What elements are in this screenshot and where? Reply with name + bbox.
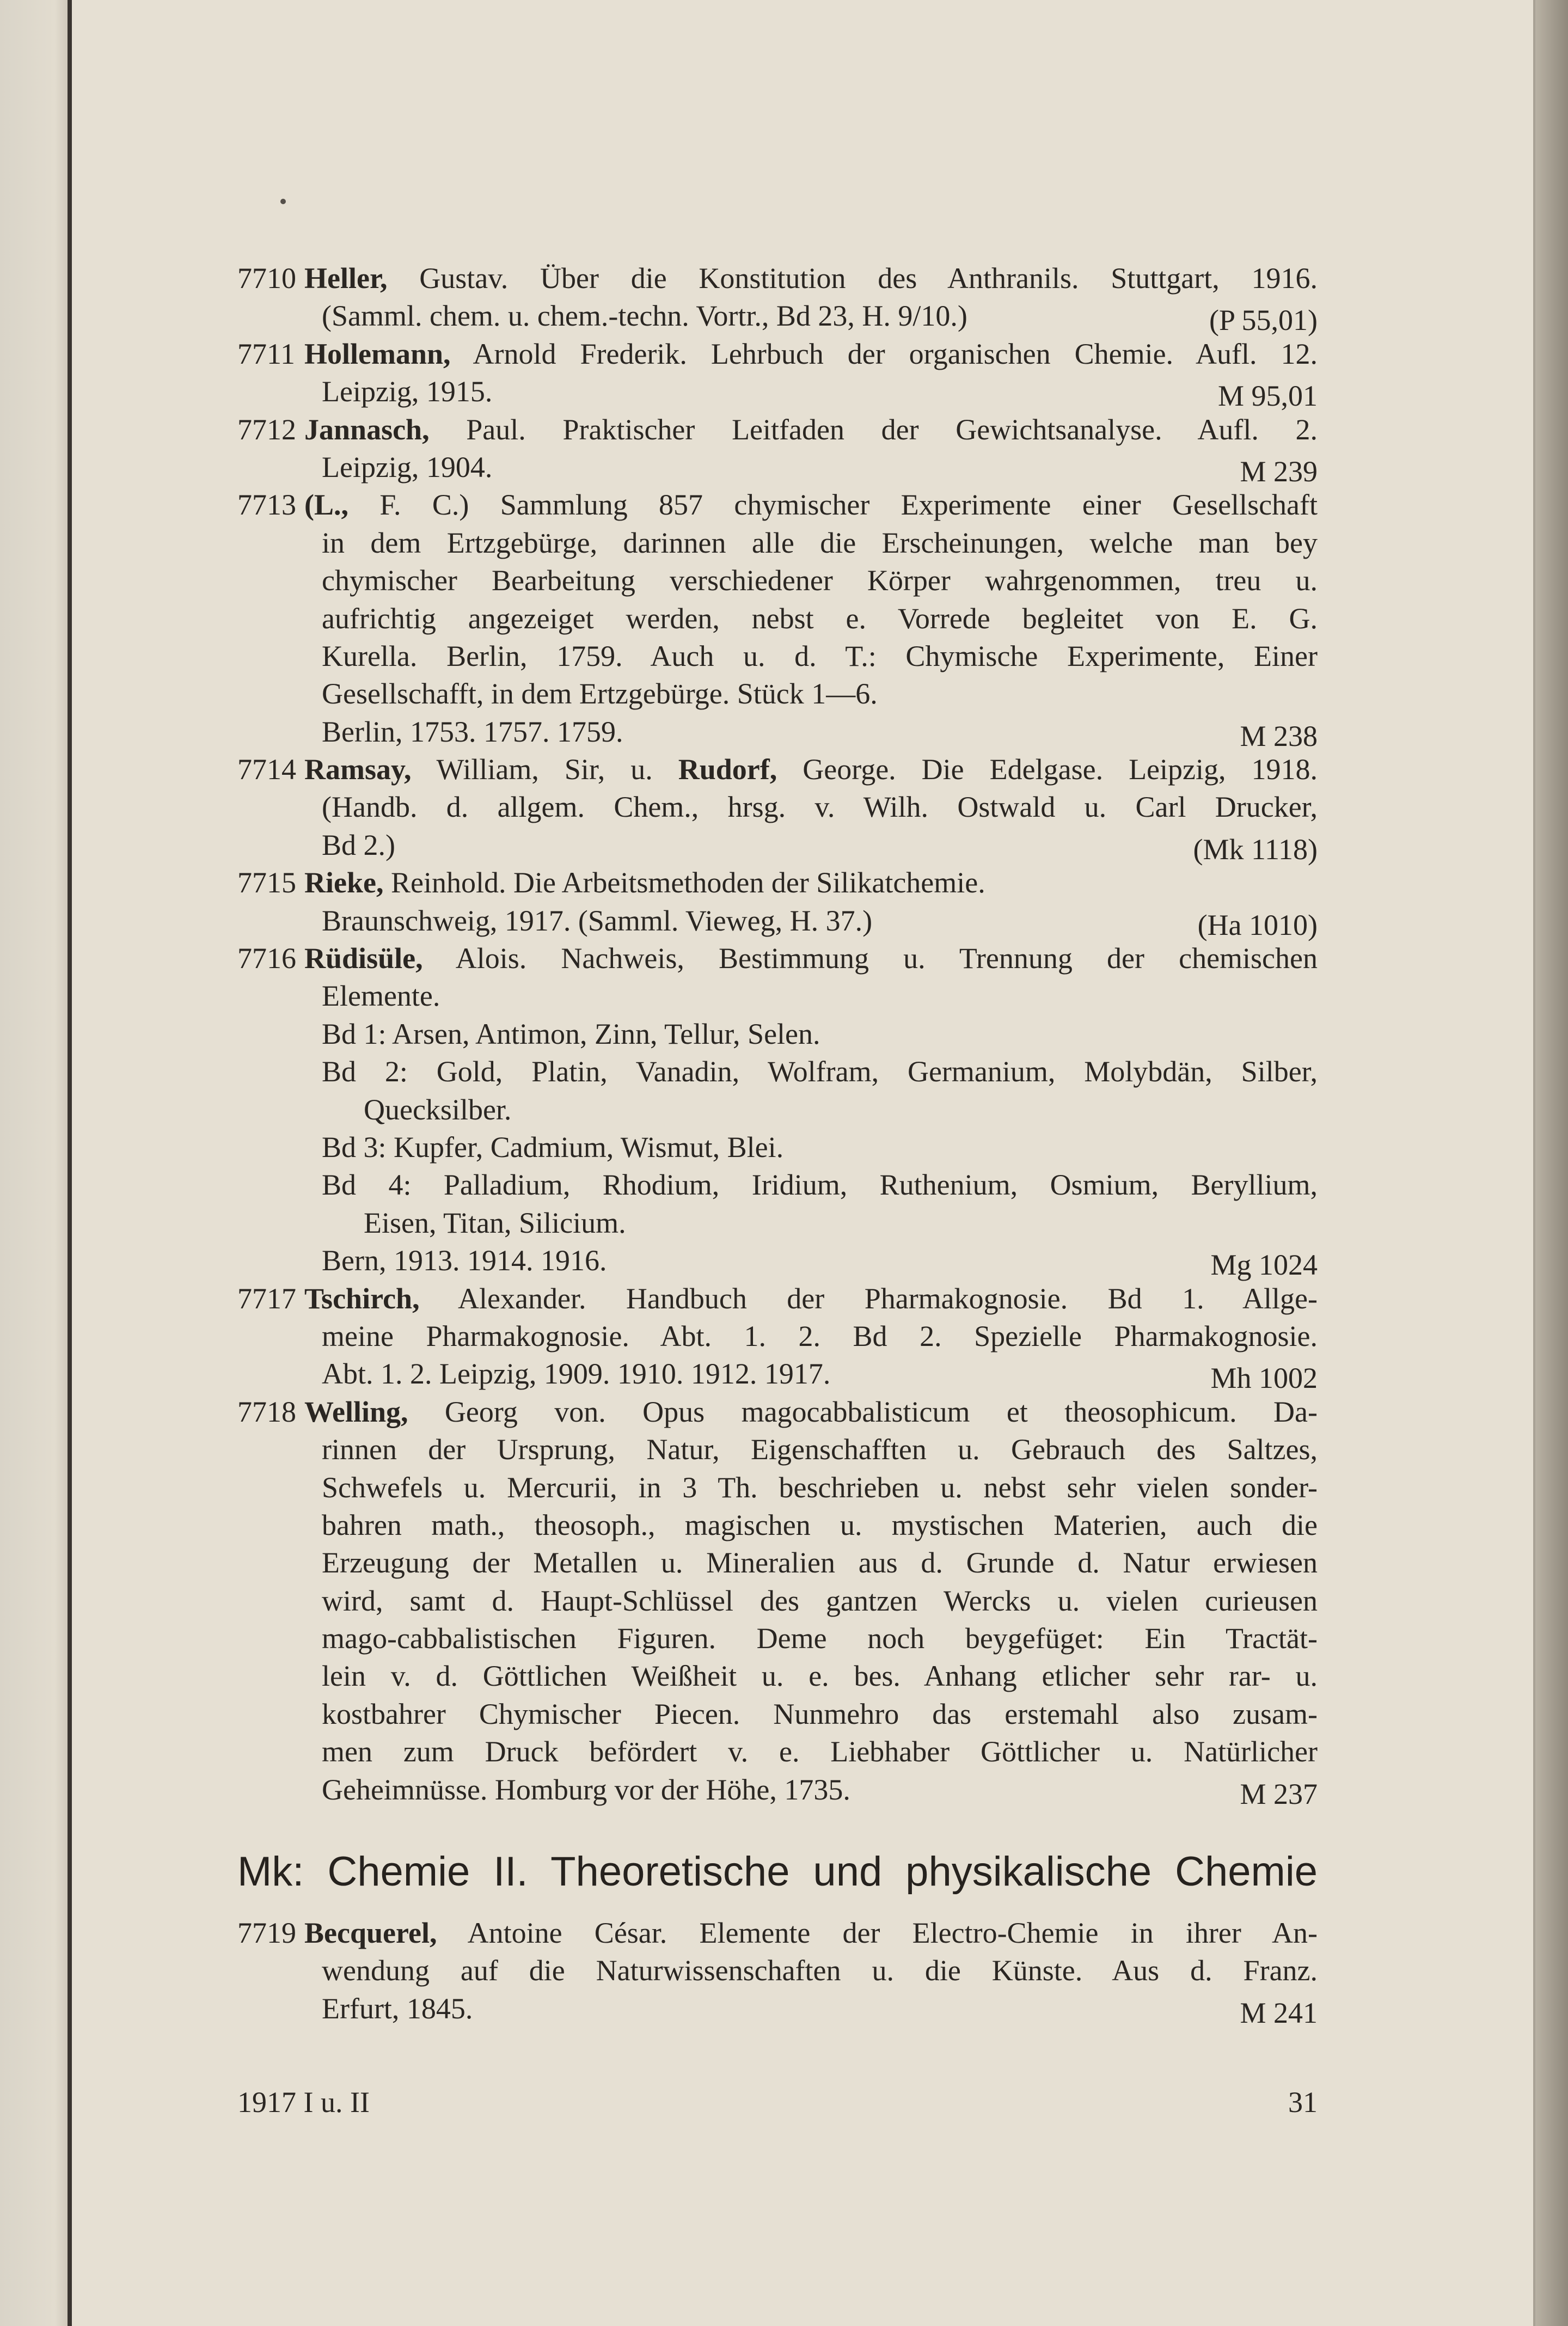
entry-text-run: meine Pharmakognosie. Abt. 1. 2. Bd 2. Spezielle Pharmakognosie. xyxy=(322,1319,1318,1352)
entry-line xyxy=(237,788,1318,826)
entry-text-run: Schwefels u. Mercurii, in 3 Th. beschrieben u. nebst sehr vielen sonder- xyxy=(322,1471,1318,1504)
shelf-mark: M 95,01 xyxy=(1217,379,1318,413)
catalog-entries-section-2 xyxy=(237,1914,1318,2028)
catalog-entry xyxy=(237,486,1318,751)
entry-text-run: Bern, 1913. 1914. 1916. xyxy=(322,1244,607,1277)
entry-text-run: Erzeugung der Metallen u. Mineralien aus d. Grunde d. Natur erwiesen xyxy=(322,1546,1318,1580)
entry-text xyxy=(322,977,1318,1015)
entry-number: 7716 xyxy=(237,942,296,975)
entry-line xyxy=(237,713,1318,751)
author-name: Rüdisüle, xyxy=(304,942,423,975)
entry-text-run: Elemente. xyxy=(322,980,440,1013)
entry-line xyxy=(237,1431,1318,1468)
entry-text xyxy=(322,1657,1318,1695)
entry-text xyxy=(304,411,1318,449)
entry-line xyxy=(237,1620,1318,1657)
shelf-mark: (Mk 1118) xyxy=(1193,833,1318,866)
entry-text xyxy=(322,1166,1318,1204)
entry-line xyxy=(237,524,1318,562)
entry-line xyxy=(237,335,1318,373)
entry-line xyxy=(237,373,1318,411)
entry-text xyxy=(322,1507,1318,1544)
catalog-entry xyxy=(237,411,1318,487)
entry-line xyxy=(237,1990,1318,2028)
author-name: Heller, xyxy=(304,262,388,295)
entry-line xyxy=(237,1544,1318,1582)
entry-text xyxy=(364,1204,1318,1242)
entry-text-run: Antoine César. Elemente der Electro-Chemie in ihrer An- xyxy=(437,1917,1318,1949)
entry-line xyxy=(237,1582,1318,1620)
entry-line xyxy=(237,260,1318,297)
entry-line xyxy=(237,638,1318,675)
entry-text xyxy=(322,1129,1318,1166)
author-name: Becquerel, xyxy=(304,1917,437,1949)
entry-line xyxy=(237,1733,1318,1771)
catalog-entry xyxy=(237,940,1318,1280)
entry-text xyxy=(322,562,1318,599)
entry-text-run: Abt. 1. 2. Leipzig, 1909. 1910. 1912. 1917. xyxy=(322,1357,831,1391)
catalog-entry xyxy=(237,1393,1318,1809)
entry-line xyxy=(237,1280,1318,1318)
entry-line xyxy=(237,675,1318,713)
entry-text-run: Erfurt, 1845. xyxy=(322,1992,473,2025)
entry-text xyxy=(304,751,1318,788)
entry-text xyxy=(322,373,1202,411)
catalog-entry xyxy=(237,751,1318,864)
page-footer xyxy=(237,2085,1318,2119)
entry-text xyxy=(322,1544,1318,1582)
entry-number: 7718 xyxy=(237,1395,296,1428)
entry-text xyxy=(304,1280,1318,1318)
entry-text xyxy=(322,902,1181,940)
entry-line xyxy=(237,1129,1318,1166)
entry-line xyxy=(237,1771,1318,1809)
entry-text xyxy=(322,449,1223,486)
entry-text xyxy=(322,1582,1318,1620)
entry-number: 7715 xyxy=(237,866,296,899)
entry-text xyxy=(322,1242,1194,1280)
entry-text xyxy=(304,864,1318,902)
shelf-mark: Mh 1002 xyxy=(1210,1362,1318,1395)
entry-text xyxy=(322,1318,1318,1355)
entry-line xyxy=(237,297,1318,335)
entry-number: 7712 xyxy=(237,413,296,446)
entry-line xyxy=(237,449,1318,486)
entry-text xyxy=(322,524,1318,562)
entry-line xyxy=(237,1355,1318,1393)
entry-line xyxy=(237,1469,1318,1507)
entry-line xyxy=(237,1015,1318,1053)
entry-text-run: (Samml. chem. u. chem.-techn. Vortr., Bd 23, H. 9/10.) xyxy=(322,299,967,333)
shelf-mark: (P 55,01) xyxy=(1209,304,1318,337)
entry-text xyxy=(322,1952,1318,1990)
entry-line xyxy=(237,864,1318,902)
entry-line xyxy=(237,411,1318,449)
entry-text-run: chymischer Bearbeitung verschiedener Körper wahrgenommen, treu u. xyxy=(322,564,1318,597)
entry-text-run: in dem Ertzgebürge, darinnen alle die Erscheinungen, welche man bey xyxy=(322,526,1318,559)
speck xyxy=(280,199,286,204)
entry-text-run: Berlin, 1753. 1757. 1759. xyxy=(322,715,623,748)
shelf-mark: Mg 1024 xyxy=(1210,1248,1318,1282)
entry-line xyxy=(237,1393,1318,1431)
entry-text-run: Alois. Nachweis, Bestimmung u. Trennung der chemischen xyxy=(422,942,1318,975)
entry-line xyxy=(237,562,1318,599)
entry-line xyxy=(237,1914,1318,1952)
entry-text-run: Leipzig, 1904. xyxy=(322,450,493,483)
entry-line xyxy=(237,977,1318,1015)
entry-text xyxy=(322,1695,1318,1733)
entry-text-run: Bd 1: Arsen, Antimon, Zinn, Tellur, Selen. xyxy=(322,1017,820,1050)
entry-text-run: Eisen, Titan, Silicium. xyxy=(364,1206,626,1239)
entry-text xyxy=(304,1393,1318,1431)
author-name: Rieke, xyxy=(304,866,384,899)
entry-text-run: William, Sir, u. xyxy=(411,753,678,786)
author-name: Welling, xyxy=(304,1395,408,1428)
entry-number: 7714 xyxy=(237,753,296,786)
entry-text-run: (Handb. d. allgem. Chem., hrsg. v. Wilh. Ostwald u. Carl Drucker, xyxy=(322,791,1318,824)
entry-line xyxy=(237,1053,1318,1091)
page-number: 31 xyxy=(1288,2086,1318,2119)
entry-text-run: Paul. Praktischer Leitfaden der Gewichtsanalyse. Aufl. 2. xyxy=(429,413,1318,446)
entry-line xyxy=(237,902,1318,940)
entry-text xyxy=(322,1355,1194,1393)
shelf-mark: M 237 xyxy=(1240,1777,1318,1810)
entry-text-run: Geheimnüsse. Homburg vor der Höhe, 1735. xyxy=(322,1773,850,1806)
author-name: Jannasch, xyxy=(304,413,430,446)
entry-text xyxy=(322,1015,1318,1053)
binding-margin xyxy=(0,0,69,2326)
entry-text xyxy=(322,713,1223,751)
entry-text xyxy=(322,1469,1318,1507)
entry-text xyxy=(322,1733,1318,1771)
entry-line xyxy=(237,486,1318,524)
shelf-mark: M 241 xyxy=(1240,1996,1318,2029)
entry-text-run: Bd 3: Kupfer, Cadmium, Wismut, Blei. xyxy=(322,1130,784,1164)
entry-number: 7710 xyxy=(237,262,296,295)
entry-text-run: Kurella. Berlin, 1759. Auch u. d. T.: Chymische Experimente, Einer xyxy=(322,639,1318,672)
entry-text-run: Arnold Frederik. Lehrbuch der organischen Chemie. Aufl. 12. xyxy=(450,337,1318,370)
catalog-entry xyxy=(237,864,1318,940)
author-name: (L., xyxy=(304,488,348,522)
entry-text xyxy=(322,1990,1223,2028)
entry-number: 7717 xyxy=(237,1282,296,1315)
entry-text-run: mago-cabbalistischen Figuren. Deme noch beygefüget: Ein Tractät- xyxy=(322,1622,1318,1655)
entry-text xyxy=(322,297,1193,335)
entry-text-run: Reinhold. Die Arbeitsmethoden der Silikatchemie. xyxy=(383,866,985,899)
entry-text-run: Bd 2: Gold, Platin, Vanadin, Wolfram, Germanium, Molybdän, Silber, xyxy=(322,1055,1318,1088)
entry-line xyxy=(237,1318,1318,1355)
entry-text-run: kostbahrer Chymischer Piecen. Nunmehro das erstemahl also zusam- xyxy=(322,1697,1318,1730)
entry-text-run: wendung auf die Naturwissenschaften u. die Künste. Aus d. Franz. xyxy=(322,1954,1318,1987)
entry-number: 7719 xyxy=(237,1917,296,1949)
entry-text xyxy=(304,260,1318,297)
shelf-mark: M 239 xyxy=(1240,455,1318,488)
catalog-entry xyxy=(237,1280,1318,1393)
entry-line xyxy=(237,1091,1318,1129)
entry-text xyxy=(364,1091,1318,1129)
entry-text-run: Bd 4: Palladium, Rhodium, Iridium, Ruthenium, Osmium, Beryllium, xyxy=(322,1168,1318,1202)
entry-text xyxy=(304,940,1318,977)
catalog-entry xyxy=(237,260,1318,335)
entry-text-run: bahren math., theosoph., magischen u. mystischen Materien, auch die xyxy=(322,1508,1318,1541)
entry-line xyxy=(237,600,1318,638)
entry-text xyxy=(322,1620,1318,1657)
entry-text-run: rinnen der Ursprung, Natur, Eigenschafften u. Gebrauch des Saltzes, xyxy=(322,1433,1318,1466)
entry-text-run: Alexander. Handbuch der Pharmakognosie. Bd 1. Allge- xyxy=(419,1282,1318,1315)
author-name: Tschirch, xyxy=(304,1282,420,1315)
entry-text-run: F. C.) Sammlung 857 chymischer Experimente einer Gesellschaft xyxy=(348,488,1318,522)
entry-text-run: Gesellschafft, in dem Ertzgebürge. Stück 1—6. xyxy=(322,677,878,711)
entry-text-run: Leipzig, 1915. xyxy=(322,375,493,408)
entry-text-run: Bd 2.) xyxy=(322,828,395,861)
page-edge xyxy=(1535,0,1568,2326)
entry-line xyxy=(237,1695,1318,1733)
catalog-entries xyxy=(237,260,1318,1809)
catalog-entry xyxy=(237,335,1318,411)
entry-text xyxy=(322,600,1318,638)
entry-text xyxy=(322,638,1318,675)
entry-text-run: aufrichtig angezeiget werden, nebst e. Vorrede begleitet von E. G. xyxy=(322,602,1318,635)
entry-text xyxy=(322,1431,1318,1468)
entry-text-run: Gustav. Über die Konstitution des Anthranils. Stuttgart, 1916. xyxy=(387,262,1318,295)
entry-text xyxy=(322,788,1318,826)
entry-line xyxy=(237,751,1318,788)
entry-text xyxy=(304,335,1318,373)
entry-text xyxy=(322,1053,1318,1091)
entry-text-run: men zum Druck befördert v. e. Liebhaber Göttlicher u. Natürlicher xyxy=(322,1735,1318,1768)
author-name: Rudorf, xyxy=(678,753,777,786)
entry-text-run: lein v. d. Göttlichen Weißheit u. e. bes. Anhang etlicher sehr rar- u. xyxy=(322,1660,1318,1693)
printer-signature: 1917 I u. II xyxy=(237,2086,370,2119)
entry-line xyxy=(237,940,1318,977)
entry-text xyxy=(322,827,1177,864)
shelf-mark: (Ha 1010) xyxy=(1197,908,1318,941)
catalog-entry xyxy=(237,1914,1318,2028)
entry-text-run: George. Die Edelgase. Leipzig, 1918. xyxy=(777,753,1318,786)
entry-line xyxy=(237,1657,1318,1695)
page-fold xyxy=(68,0,72,2326)
author-name: Ramsay, xyxy=(304,753,412,786)
entry-text-run: Quecksilber. xyxy=(364,1093,512,1126)
entry-number: 7713 xyxy=(237,488,296,522)
entry-line xyxy=(237,1507,1318,1544)
entry-line xyxy=(237,1204,1318,1242)
entry-text-run: wird, samt d. Haupt-Schlüssel des gantzen Wercks u. vielen curieusen xyxy=(322,1584,1318,1617)
entry-text xyxy=(304,486,1318,524)
entry-text xyxy=(322,675,1318,713)
entry-text xyxy=(322,1771,1223,1809)
section-heading: Mk: Chemie II. Theoretische und physikalische Chemie xyxy=(237,1848,1318,1895)
entry-line xyxy=(237,1166,1318,1204)
entry-text-run: Braunschweig, 1917. (Samml. Vieweg, H. 37.) xyxy=(322,904,873,937)
shelf-mark: M 238 xyxy=(1240,719,1318,752)
entry-text xyxy=(304,1914,1318,1952)
entry-line xyxy=(237,827,1318,864)
entry-line xyxy=(237,1242,1318,1280)
entry-number: 7711 xyxy=(237,337,295,370)
entry-text-run: Georg von. Opus magocabbalisticum et theosophicum. Da- xyxy=(408,1395,1318,1428)
entry-line xyxy=(237,1952,1318,1990)
author-name: Hollemann, xyxy=(304,337,451,370)
